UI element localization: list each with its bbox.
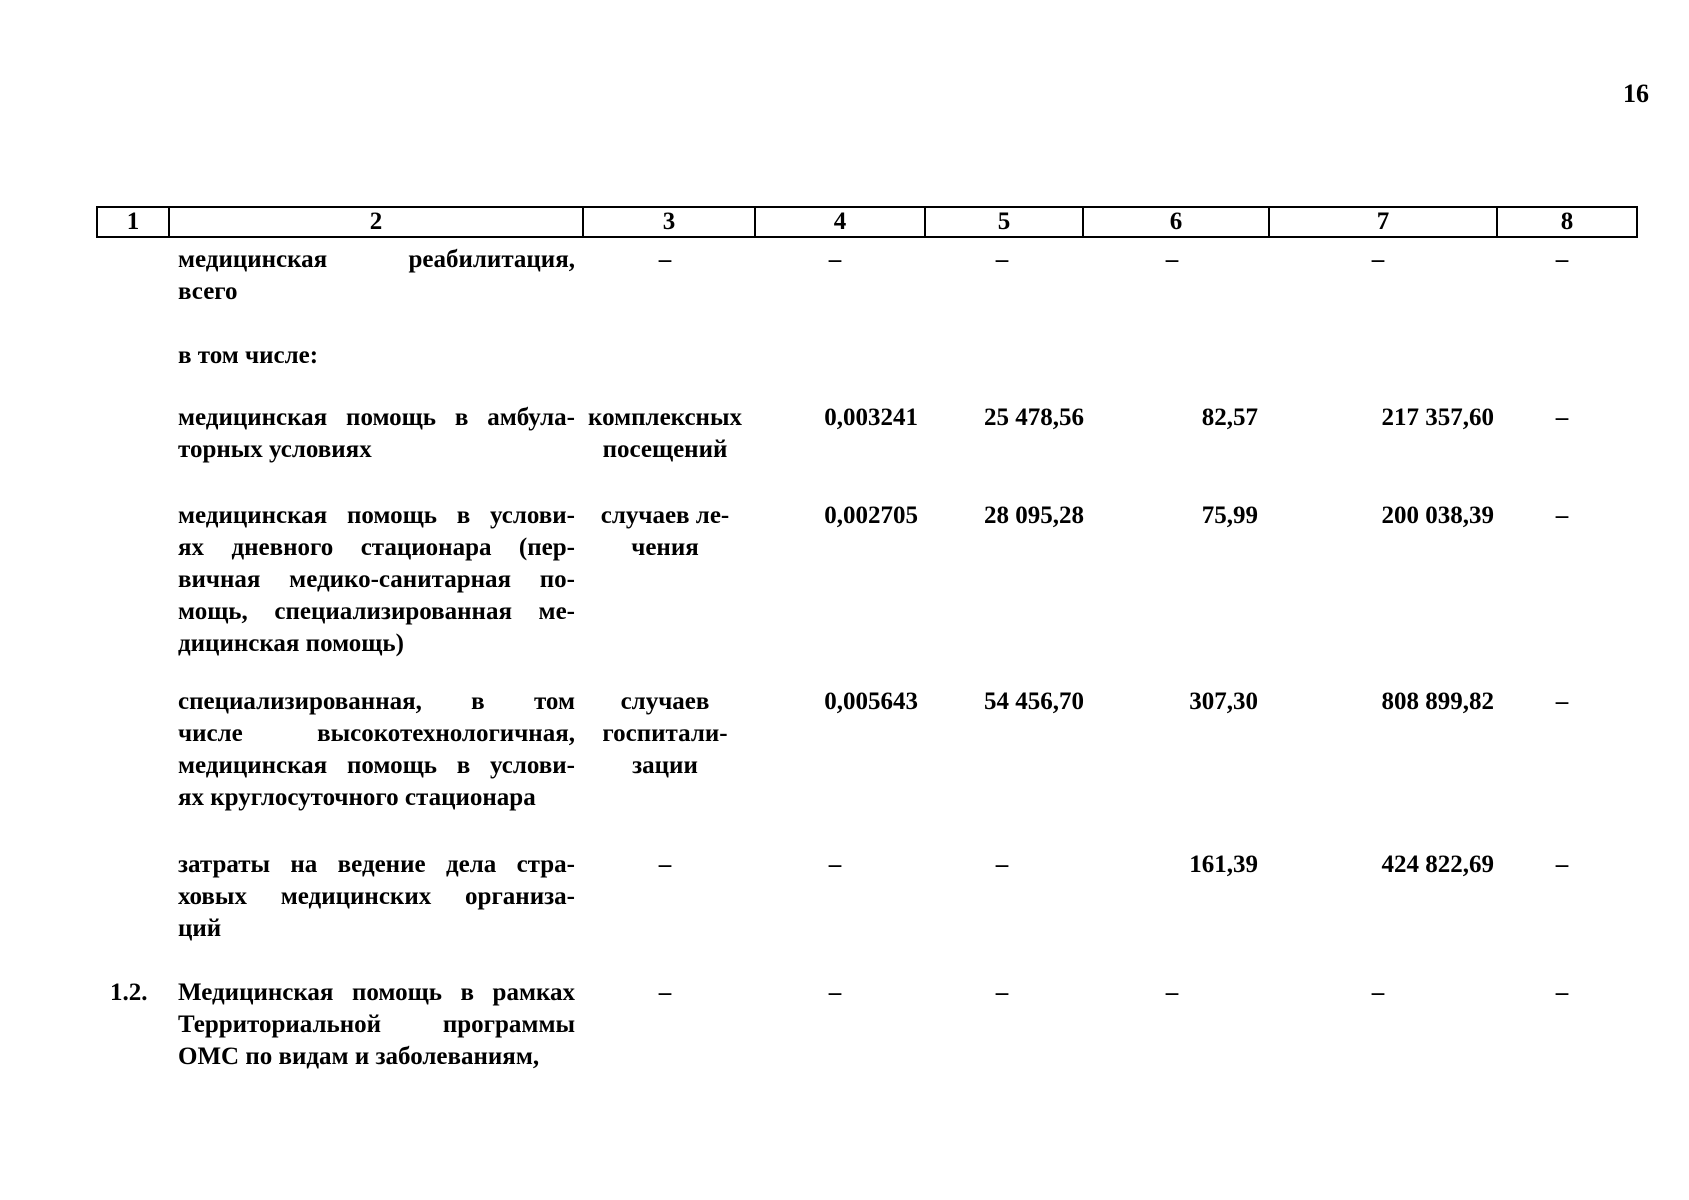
row-name-line: в том числе: — [178, 342, 319, 369]
row-unit-line: – — [658, 246, 672, 273]
row-col-5: – — [995, 979, 1009, 1006]
row-col-7: – — [1371, 979, 1385, 1006]
row-unit-line: чения — [631, 534, 699, 561]
row-name-line: медицинская помощь в услови- — [178, 752, 575, 779]
row-col-4: – — [828, 246, 842, 273]
row-name-line: медицинская помощь в амбула- — [178, 404, 575, 431]
row-col-8: – — [1555, 404, 1569, 431]
row-name — [178, 849, 575, 945]
row-name-line: ОМС по видам и заболеваниям, — [178, 1043, 540, 1070]
row-name-line: ций — [178, 915, 222, 942]
row-col-7: 808 899,82 — [1381, 688, 1494, 715]
row-col-5: 54 456,70 — [984, 688, 1084, 715]
header-col-8: 8 — [1560, 208, 1574, 235]
row-col-4: 0,005643 — [824, 688, 918, 715]
row-name-line: ховых медицинских организа- — [178, 883, 575, 910]
row-col-6: 307,30 — [1189, 688, 1258, 715]
row-col-7: 217 357,60 — [1381, 404, 1494, 431]
row-col-5: 28 095,28 — [984, 502, 1084, 529]
row-name-line: числе высокотехнологичная, — [178, 720, 575, 747]
row-col-6: 75,99 — [1201, 502, 1258, 529]
row-unit — [580, 402, 750, 466]
row-col-4: 0,002705 — [824, 502, 918, 529]
row-name — [178, 500, 575, 660]
page-number: 16 — [1623, 79, 1649, 108]
row-col-4: – — [828, 979, 842, 1006]
row-name-line: вичная медико-санитарная по- — [178, 566, 575, 593]
row-col-5: – — [995, 851, 1009, 878]
row-col-6: 82,57 — [1201, 404, 1258, 431]
row-col-8: – — [1555, 502, 1569, 529]
row-name — [178, 977, 575, 1073]
row-name-line: ях круглосуточного стационара — [178, 784, 536, 811]
row-col-4: – — [828, 851, 842, 878]
row-name — [178, 402, 575, 466]
row-name-line: торных условиях — [178, 436, 372, 463]
row-col-6: – — [1165, 246, 1179, 273]
row-unit-line: случаев ле- — [600, 502, 730, 529]
row-name — [178, 244, 575, 308]
header-col-6: 6 — [1084, 208, 1270, 236]
row-col-7: 424 822,69 — [1381, 851, 1494, 878]
row-unit-line: – — [658, 851, 672, 878]
header-col-1: 1 — [98, 208, 170, 236]
row-col-6: – — [1165, 979, 1179, 1006]
header-col-2: 2 — [170, 208, 584, 236]
row-col-6: 161,39 — [1189, 851, 1258, 878]
header-col-5: 5 — [926, 208, 1084, 236]
row-col-8: – — [1555, 979, 1569, 1006]
row-name — [178, 686, 575, 814]
row-name — [178, 340, 575, 372]
row-col-5: 25 478,56 — [984, 404, 1084, 431]
row-col-8: – — [1555, 246, 1569, 273]
row-col-4: 0,003241 — [824, 404, 918, 431]
row-unit-line: – — [658, 979, 672, 1006]
row-col-7: 200 038,39 — [1381, 502, 1494, 529]
row-unit-line: зации — [632, 752, 698, 779]
row-col-8: – — [1555, 851, 1569, 878]
row-name-line: специализированная, в том — [178, 688, 575, 715]
row-col-8: – — [1555, 688, 1569, 715]
row-unit-line: посещений — [602, 436, 728, 463]
row-name-line: дицинская помощь) — [178, 630, 404, 657]
table-header — [96, 206, 1638, 238]
row-unit — [580, 244, 750, 276]
row-unit-line: случаев — [620, 688, 710, 715]
row-name-line: затраты на ведение дела стра- — [178, 851, 575, 878]
row-unit — [580, 849, 750, 881]
row-name-line: всего — [178, 278, 238, 305]
row-name-line: медицинская помощь в услови- — [178, 502, 575, 529]
row-unit-line: комплексных — [588, 404, 742, 431]
row-unit — [580, 500, 750, 564]
row-name-line: Территориальной программы — [178, 1011, 575, 1038]
row-unit-line: госпитали- — [602, 720, 728, 747]
row-name-line: ях дневного стационара (пер- — [178, 534, 575, 561]
row-unit — [580, 977, 750, 1009]
header-col-4: 4 — [756, 208, 926, 236]
row-name-line: медицинская реабилитация, — [178, 246, 575, 273]
row-col-5: – — [995, 246, 1009, 273]
header-col-3: 3 — [584, 208, 756, 236]
row-col-7: – — [1371, 246, 1385, 273]
row-name-line: мощь, специализированная ме- — [178, 598, 575, 625]
row-name-line: Медицинская помощь в рамках — [178, 979, 575, 1006]
row-unit — [580, 686, 750, 782]
row-number: 1.2. — [110, 979, 148, 1006]
header-col-7: 7 — [1270, 208, 1498, 236]
